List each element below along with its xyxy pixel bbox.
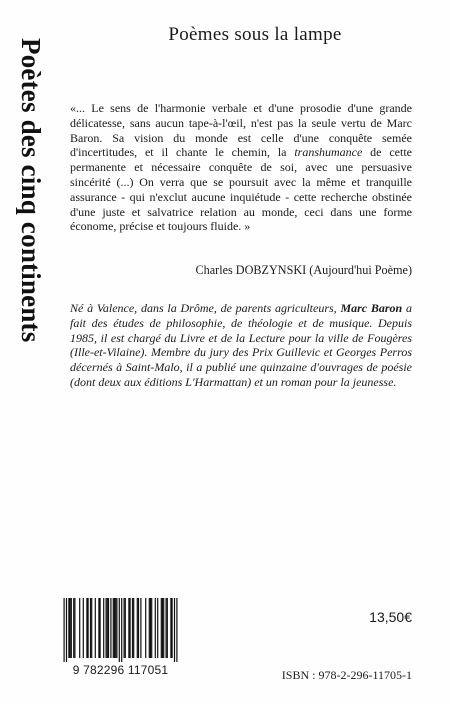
barcode-bar [91, 598, 92, 658]
barcode-bar [166, 598, 167, 658]
barcode-bar [174, 598, 175, 662]
bio-part-2: a fait des études de philosophie, de théologie et de musique. Depuis 1985, il est chargé du Livre et de la Lecture pour la ville de Fougères (Ille-et-Vilaine). Membre du jury des Prix Guillevic et Georges Perros décernés à Saint-Malo, il a publié une quinzaine d'ouvrages de poésie (dont deux aux éditions L'Harmattan) et un roman pour la jeunesse. [70, 301, 413, 389]
barcode-bar [74, 598, 75, 658]
barcode-bar [151, 598, 152, 658]
barcode-bar [176, 598, 177, 662]
barcode-bar [86, 598, 87, 658]
barcode-bar [170, 598, 171, 658]
barcode-bar [128, 598, 129, 658]
quote-part-1: «... Le sens de l'harmonie verbale et d'une prosodie d'une grande délicatesse, sans aucun tape-à-l'œil, n'est pas la seule vertu de Marc Baron. Sa vision du monde est celle d'une conquête semée d'incertitudes, et il chante le chemin, la [70, 101, 412, 160]
barcode-bar [113, 598, 114, 658]
barcode-bar [83, 598, 84, 658]
barcode-bar [64, 598, 65, 662]
barcode-bar [108, 598, 109, 658]
review-quote [70, 101, 412, 234]
book-title: Poèmes sous la lampe [168, 24, 342, 45]
barcode-bar [115, 598, 116, 658]
barcode-bar [73, 598, 74, 658]
spine-band [14, 38, 48, 343]
barcode-bar [71, 598, 72, 658]
barcode-bar [155, 598, 156, 658]
author-name: Marc Baron [340, 301, 403, 315]
barcode-bar [140, 598, 141, 658]
barcode-bar [114, 598, 115, 658]
barcode-digits: 9 782296 117051 [72, 663, 169, 677]
barcode-bar [162, 598, 163, 658]
barcode-bar [138, 598, 139, 658]
barcode-bar [110, 598, 111, 658]
barcode-bar [70, 598, 71, 658]
price: 13,50€ [369, 609, 412, 625]
barcode-bars [56, 598, 185, 662]
series-title: Poètes des cinq continents [16, 38, 46, 343]
quote-part-2: de cette permanente et nécessaire conquête de soi, avec une persuasive sincérité (...) On verra que se poursuit avec la même et tranquille assurance - qui n'exclut aucune inquiétude - cette recherche obstinée d'une juste et salvatrice relation au monde, ceci dans une forme économe, précise et toujours fluide. » [70, 145, 412, 234]
barcode-bar [107, 598, 108, 658]
barcode-bar [106, 598, 107, 658]
barcode-bar [95, 598, 96, 658]
barcode-bar [163, 598, 164, 658]
barcode-bar [137, 598, 138, 658]
barcode-bar [124, 598, 125, 658]
barcode-bar [149, 598, 150, 658]
barcode-bar [133, 598, 134, 658]
quote-attribution: Charles DOBZYNSKI (Aujourd'hui Poème) [195, 263, 412, 277]
barcode-bar [130, 598, 131, 658]
barcode-bar [88, 598, 89, 658]
barcode-bar [103, 598, 104, 658]
isbn: ISBN : 978-2-296-11705-1 [281, 668, 412, 682]
barcode-bar [79, 598, 80, 658]
author-bio [70, 301, 412, 390]
barcode-bar [125, 598, 126, 658]
barcode-bar [98, 598, 99, 658]
barcode-bar [132, 598, 133, 658]
bio-part-1: Né à Valence, dans la Drôme, de parents agriculteurs, [70, 301, 341, 315]
barcode-bar [150, 598, 151, 658]
barcode-bar [161, 598, 162, 658]
quote-emphasis: transhumance [294, 145, 363, 160]
barcode-bar [172, 598, 173, 658]
barcode-bar [68, 598, 69, 658]
barcode-bar [167, 598, 168, 658]
barcode-bar [66, 598, 67, 662]
barcode-bar [145, 598, 146, 658]
barcode-bar [100, 598, 101, 658]
barcode-bar [90, 598, 91, 658]
barcode-bar [157, 598, 158, 658]
barcode [56, 598, 185, 690]
barcode-bar [116, 598, 117, 658]
barcode-bar [121, 598, 122, 662]
barcode-bar [119, 598, 120, 662]
